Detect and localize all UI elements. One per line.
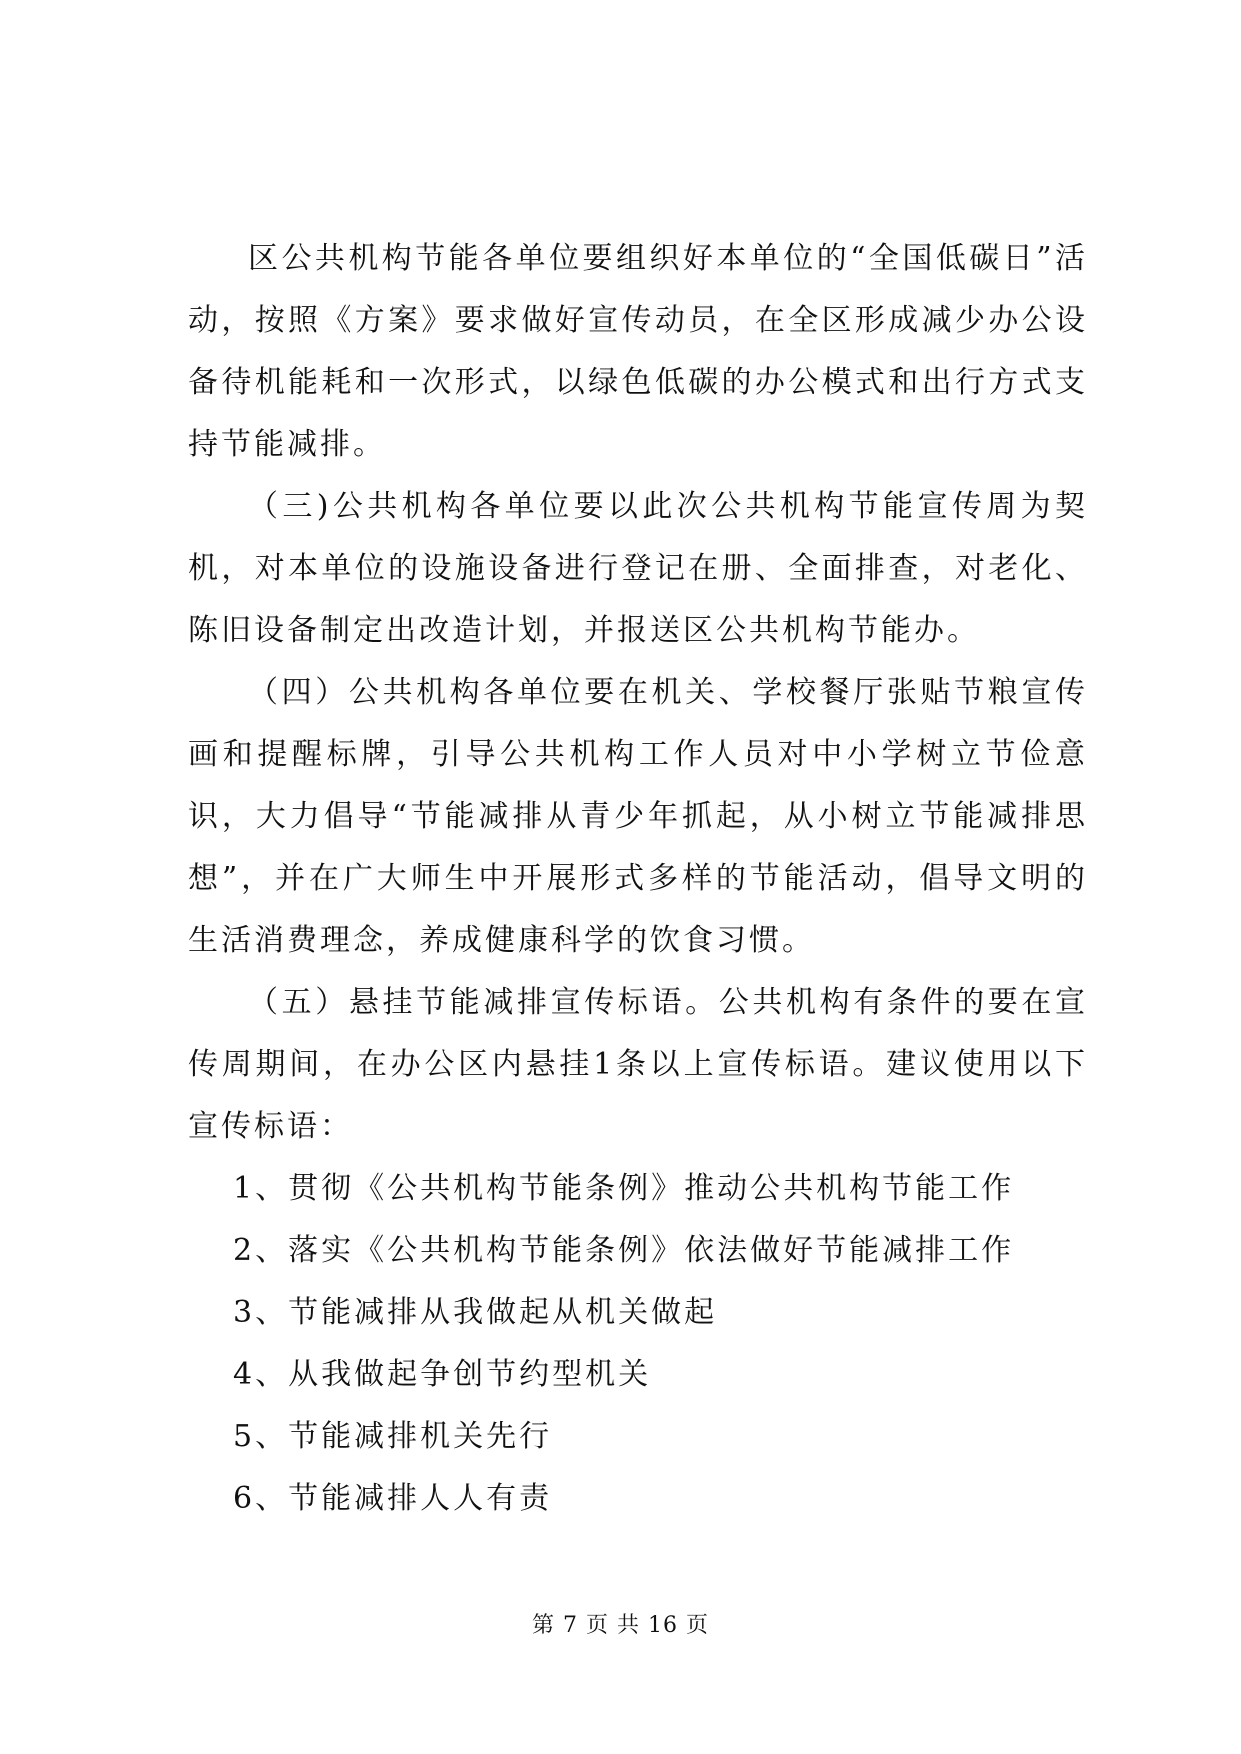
slogan-item: 4、从我做起争创节约型机关 (233, 1357, 652, 1392)
document-body (188, 228, 1088, 1530)
paragraph-section-five: （五）悬挂节能减排宣传标语。公共机构有条件的要在宣传周期间，在办公区内悬挂1条以上宣传标语。建议使用以下宣传标语： (188, 985, 1088, 1144)
paragraph-section-four: （四）公共机构各单位要在机关、学校餐厅张贴节粮宣传画和提醒标牌，引导公共机构工作人员对中小学树立节俭意识，大力倡导“节能减排从青少年抓起，从小树立节能减排思想”，并在广大师生中开展形式多样的节能活动，倡导文明的生活消费理念，养成健康科学的饮食习惯。 (188, 675, 1088, 958)
page-number-footer: 第 7 页 共 16 页 (532, 1613, 709, 1638)
slogan-item: 5、节能减排机关先行 (233, 1419, 553, 1454)
paragraph-section-three: （三)公共机构各单位要以此次公共机构节能宣传周为契机，对本单位的设施设备进行登记在册、全面排查，对老化、陈旧设备制定出改造计划，并报送区公共机构节能办。 (188, 489, 1088, 648)
slogan-item: 3、节能减排从我做起从机关做起 (233, 1295, 718, 1330)
slogan-item: 2、落实《公共机构节能条例》依法做好节能减排工作 (233, 1233, 1015, 1268)
slogan-item: 6、节能减排人人有责 (233, 1481, 553, 1516)
slogan-list (188, 1158, 1088, 1530)
paragraph-low-carbon-day: 区公共机构节能各单位要组织好本单位的“全国低碳日”活动，按照《方案》要求做好宣传动员，在全区形成减少办公设备待机能耗和一次形式，以绿色低碳的办公模式和出行方式支持节能减排。 (188, 241, 1088, 462)
slogan-item: 1、贯彻《公共机构节能条例》推动公共机构节能工作 (233, 1171, 1015, 1206)
